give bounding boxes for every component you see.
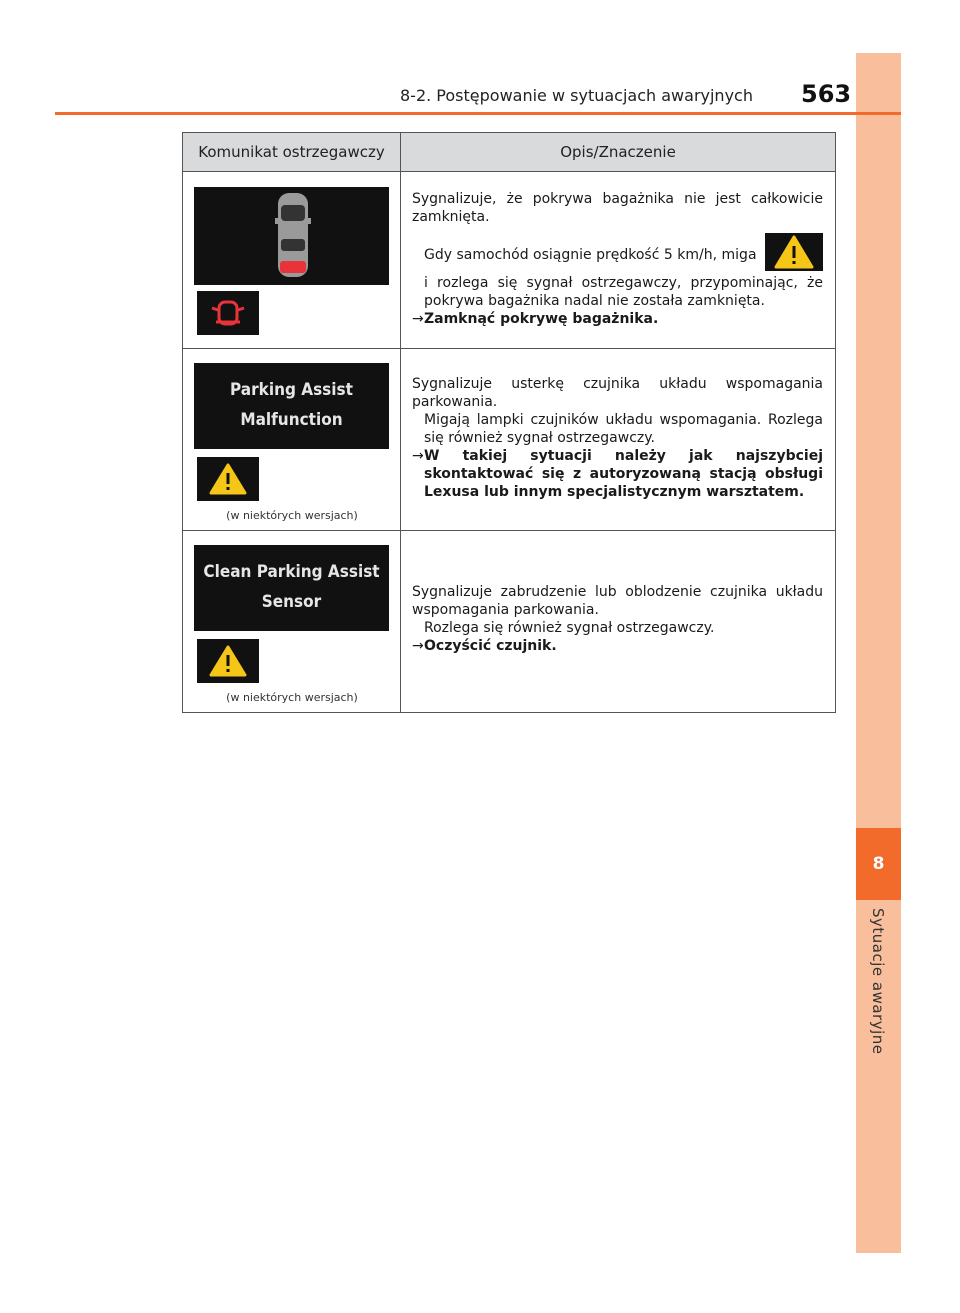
action-text: → W takiej sytuacji należy jak najszybciej skontaktować się z autoryzowaną stacją obsługi Lexusa lub innym specjalistycznym warsztatem. bbox=[412, 448, 823, 500]
variant-caption: (w niektórych wersjach) bbox=[226, 691, 358, 704]
warning-lamp bbox=[197, 457, 259, 501]
warning-table bbox=[182, 132, 836, 713]
warning-triangle-icon bbox=[208, 462, 248, 496]
description-detail: Migają lampki czujników układu wspomagania. Rozlega się również sygnał ostrzegawczy. bbox=[424, 412, 823, 446]
parking-assist-malfunction-display bbox=[194, 363, 389, 449]
trunk-open-display bbox=[194, 187, 389, 285]
message-cell bbox=[183, 349, 401, 531]
message-cell bbox=[183, 531, 401, 713]
action-text: → Oczyścić czujnik. bbox=[412, 638, 557, 654]
description-cell bbox=[401, 531, 836, 713]
clean-parking-assist-display bbox=[194, 545, 389, 631]
description-text: Sygnalizuje usterkę czujnika układu wspomagania parkowania. bbox=[412, 376, 823, 410]
description-cell bbox=[401, 172, 836, 349]
description-detail: Gdy samochód osiągnie prędkość 5 km/h, miga i rozlega się sygnał ostrzegawczy, przypominając, że pokrywa bagażnika nadal nie została zamknięta. bbox=[412, 236, 823, 310]
table-row bbox=[183, 531, 836, 713]
column-header-message: Komunikat ostrzegawczy bbox=[183, 133, 401, 172]
car-top-view-icon bbox=[194, 187, 389, 285]
header-rule bbox=[55, 112, 901, 115]
description-text: Sygnalizuje zabrudzenie lub oblodzenie czujnika układu wspomagania parkowania. bbox=[412, 584, 823, 618]
column-header-description: Opis/Znaczenie bbox=[401, 133, 836, 172]
message-cell bbox=[183, 172, 401, 349]
table-row bbox=[183, 172, 836, 349]
description-cell bbox=[401, 349, 836, 531]
side-tab bbox=[856, 53, 901, 1253]
warning-lamp bbox=[197, 639, 259, 683]
table-row bbox=[183, 349, 836, 531]
warning-triangle-icon bbox=[765, 233, 823, 271]
display-line: Sensor bbox=[261, 592, 322, 612]
description-detail: Rozlega się również sygnał ostrzegawczy. bbox=[424, 620, 715, 636]
variant-caption: (w niektórych wersjach) bbox=[226, 509, 358, 522]
warning-triangle-icon bbox=[208, 644, 248, 678]
display-line: Parking Assist bbox=[230, 380, 353, 400]
chapter-number: 8 bbox=[856, 828, 901, 900]
display-line: Malfunction bbox=[240, 410, 343, 430]
display-line: Clean Parking Assist bbox=[203, 562, 380, 582]
description-text: Sygnalizuje, że pokrywa bagażnika nie jest całkowicie zamknięta. bbox=[412, 191, 823, 225]
action-text: → Zamknąć pokrywę bagażnika. bbox=[412, 311, 659, 327]
trunk-open-lamp bbox=[197, 291, 259, 335]
section-title: 8-2. Postępowanie w sytuacjach awaryjnych bbox=[400, 86, 753, 105]
page-number: 563 bbox=[801, 80, 852, 108]
trunk-open-red-icon bbox=[208, 296, 248, 330]
chapter-label: Sytuacje awaryjne bbox=[869, 908, 887, 1055]
